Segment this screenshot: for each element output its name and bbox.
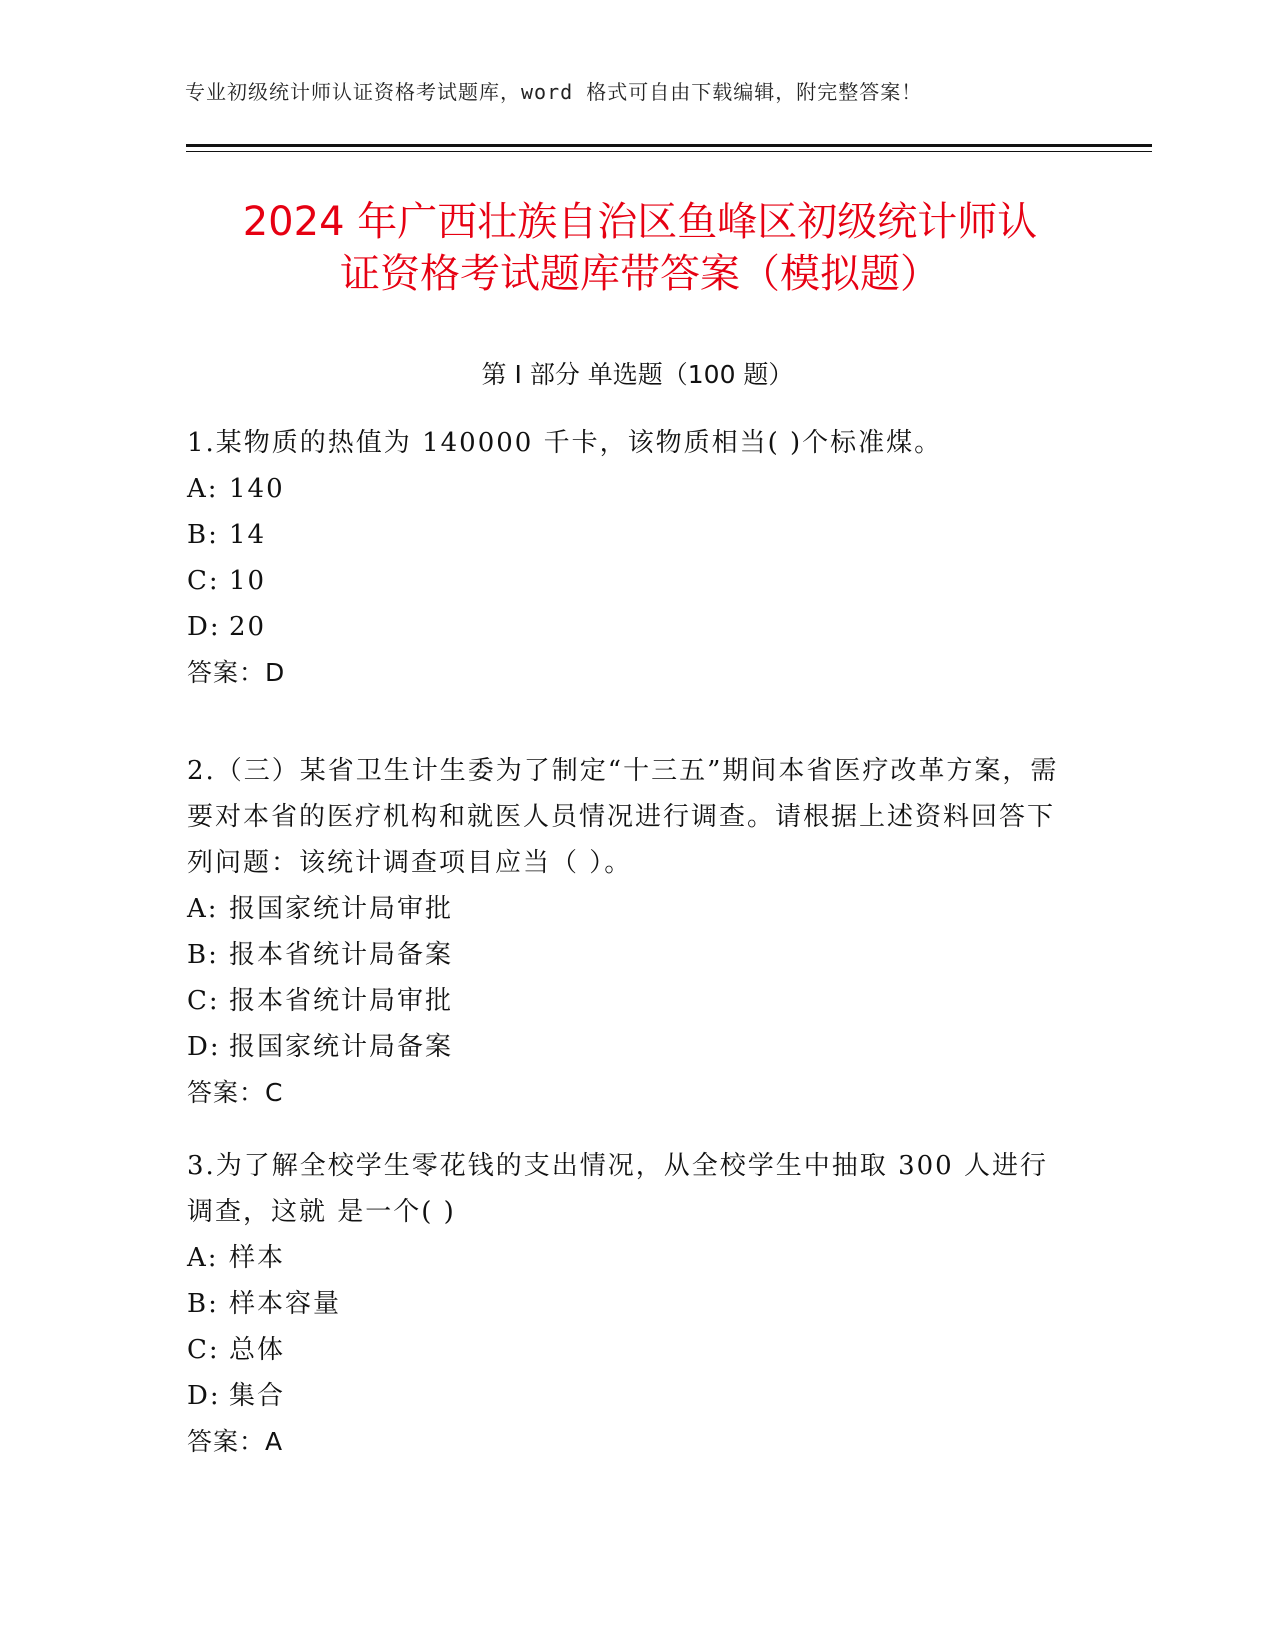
option-c bbox=[187, 558, 1067, 604]
option-text: 10 bbox=[229, 566, 267, 596]
answer-text: 答案：C bbox=[187, 1078, 284, 1107]
option-d bbox=[187, 1373, 1067, 1419]
section-title: 第 I 部分 单选题（100 题） bbox=[481, 360, 794, 389]
option-key: D: bbox=[187, 1381, 221, 1411]
option-key: B: bbox=[187, 940, 219, 970]
option-b bbox=[187, 1281, 1067, 1327]
question-stem: 2.（三）某省卫生计生委为了制定“十三五”期间本省医疗改革方案，需要对本省的医疗机构和就医人员情况进行调查。请根据上述资料回答下列问题：该统计调查项目应当（ ）。 bbox=[187, 756, 1059, 878]
header-note: 专业初级统计师认证资格考试题库，word 格式可自由下载编辑，附完整答案！ bbox=[185, 80, 923, 104]
option-key: A: bbox=[187, 474, 219, 504]
option-text: 总体 bbox=[229, 1335, 286, 1365]
option-text: 集合 bbox=[229, 1381, 286, 1411]
option-key: C: bbox=[187, 1335, 220, 1365]
option-key: D: bbox=[187, 1032, 221, 1062]
option-c bbox=[187, 978, 1067, 1024]
option-text: 14 bbox=[229, 520, 267, 550]
question-3 bbox=[187, 1143, 1067, 1465]
option-text: 20 bbox=[229, 612, 267, 642]
option-text: 140 bbox=[229, 474, 285, 504]
option-key: C: bbox=[187, 566, 220, 596]
option-d bbox=[187, 604, 1067, 650]
answer-text: 答案：A bbox=[187, 1427, 284, 1456]
header-divider-thin bbox=[186, 151, 1152, 152]
question-stem: 3.为了解全校学生零花钱的支出情况，从全校学生中抽取 300 人进行调查，这就 是一个( ) bbox=[187, 1151, 1048, 1227]
option-key: B: bbox=[187, 520, 219, 550]
option-a bbox=[187, 886, 1067, 932]
question-stem: 1.某物质的热值为 140000 千卡，该物质相当( )个标准煤。 bbox=[187, 428, 943, 458]
document-title-line-1: 2024 年广西壮族自治区鱼峰区初级统计师认 bbox=[242, 199, 1038, 245]
document-title-line-2: 证资格考试题库带答案（模拟题） bbox=[340, 251, 940, 297]
option-b bbox=[187, 932, 1067, 978]
question-1 bbox=[187, 420, 1067, 696]
option-d bbox=[187, 1024, 1067, 1070]
answer-text: 答案：D bbox=[187, 658, 286, 687]
option-text: 报国家统计局审批 bbox=[229, 894, 454, 924]
option-text: 报国家统计局备案 bbox=[229, 1032, 454, 1062]
option-c bbox=[187, 1327, 1067, 1373]
option-text: 样本容量 bbox=[229, 1289, 342, 1319]
option-text: 报本省统计局审批 bbox=[229, 986, 454, 1016]
option-b bbox=[187, 512, 1067, 558]
option-text: 报本省统计局备案 bbox=[229, 940, 454, 970]
option-key: D: bbox=[187, 612, 221, 642]
option-text: 样本 bbox=[229, 1243, 286, 1273]
option-key: C: bbox=[187, 986, 220, 1016]
option-key: B: bbox=[187, 1289, 219, 1319]
option-key: A: bbox=[187, 1243, 219, 1273]
header-divider-thick bbox=[186, 144, 1152, 147]
option-a bbox=[187, 466, 1067, 512]
question-2 bbox=[187, 748, 1067, 1116]
option-a bbox=[187, 1235, 1067, 1281]
document-title bbox=[150, 196, 1130, 300]
option-key: A: bbox=[187, 894, 219, 924]
